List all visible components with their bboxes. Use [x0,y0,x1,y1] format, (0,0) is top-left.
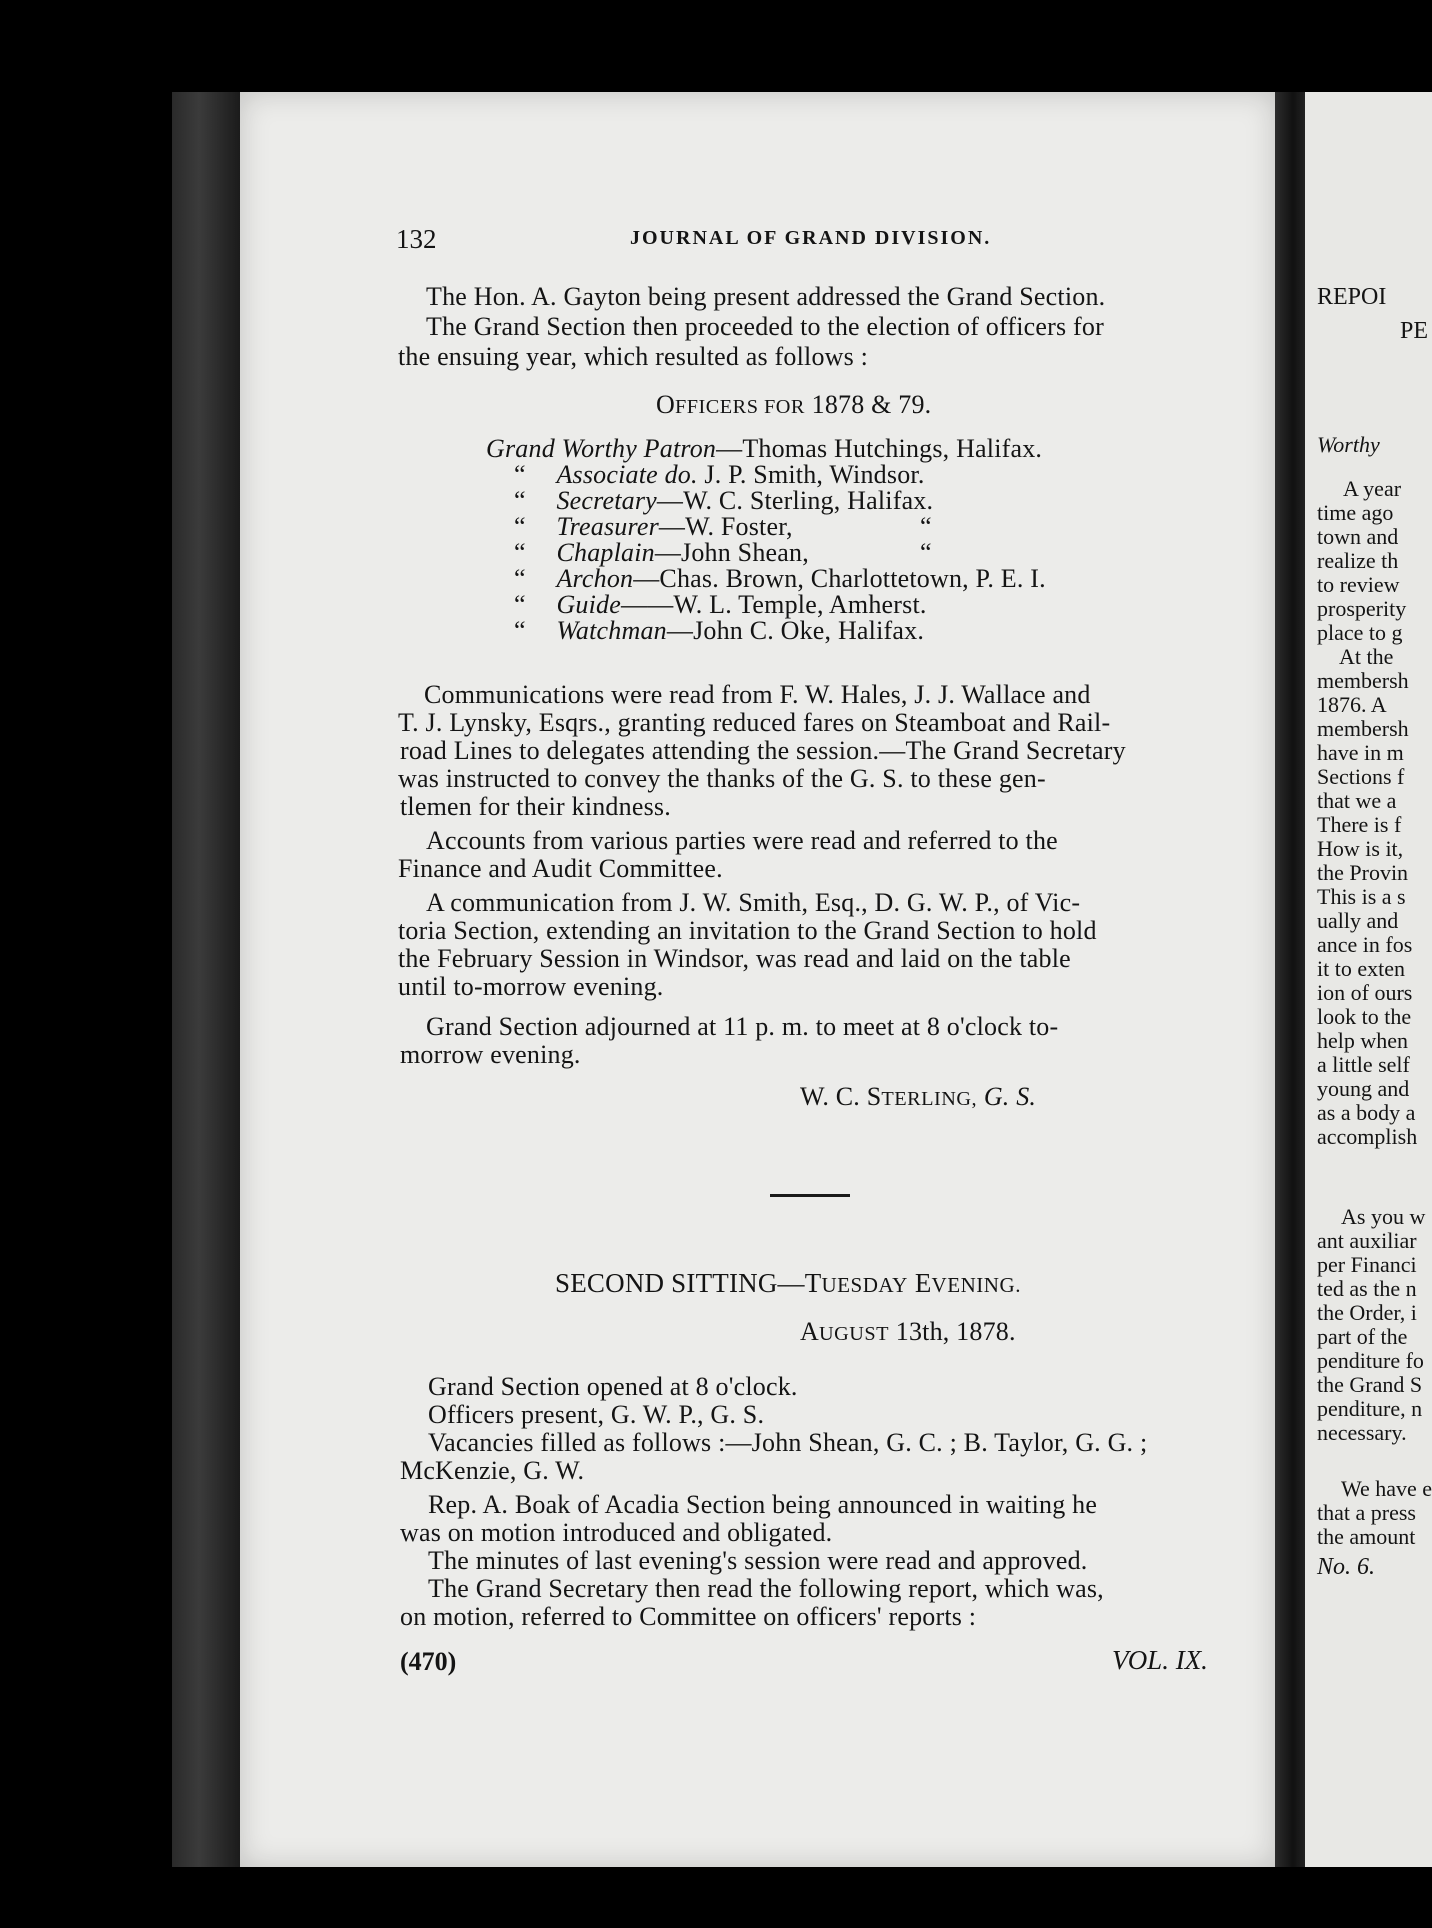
signature-name-initials: W. C. S [800,1082,882,1111]
officer-name: ——W. L. Temple, Amherst. [621,590,927,619]
next-page-line: time ago [1317,500,1394,525]
officer-name: —Chas. Brown, Charlottetown, P. E. I. [633,564,1046,593]
officer-prefix: “ [514,564,526,593]
next-page-line: to review [1317,572,1400,597]
officer-prefix: “ [514,512,526,541]
officer-name: —W. Foster, [658,512,793,541]
next-page-line: REPOI [1317,284,1387,310]
next-page-line: accomplish [1317,1124,1418,1149]
date-rest: UGUST [818,1323,890,1345]
next-page-line: 1876. A [1317,692,1387,717]
officers-heading-years: 1878 & 79. [804,390,932,419]
paragraph-communications-line: road Lines to delegates attending the session.—The Grand Secretary [400,736,1126,765]
officer-title: Archon [556,564,634,593]
paragraph-report-line: The Grand Secretary then read the following report, which was, [428,1574,1104,1603]
next-page-line: as a body a [1317,1100,1416,1125]
page-number: 132 [396,224,437,254]
paragraph-communications-line: Communications were read from F. W. Hales, J. J. Wallace and [424,680,1091,709]
next-page-line: membersh [1317,668,1409,693]
officer-prefix: “ [514,460,526,489]
next-page-line: necessary. [1317,1420,1407,1445]
ditto-mark: “ [920,512,932,541]
signature-name-rest: TERLING, [881,1088,978,1110]
officer-prefix: Grand Worthy [486,434,644,463]
paragraph-communications-line: tlemen for their kindness. [400,792,671,821]
officer-prefix: “ [514,590,526,619]
paragraph-election-line-2: the ensuing year, which resulted as follows : [398,342,869,371]
next-page-line: the Provin [1317,860,1409,885]
next-page-line: it to exten [1317,956,1405,981]
next-page-line: penditure fo [1317,1348,1424,1373]
paragraph-accounts-line: Finance and Audit Committee. [398,854,723,883]
journal-page [240,92,1275,1867]
officers-heading [656,390,931,420]
next-page-line: We have e [1341,1476,1432,1501]
paragraph-election-line-1: The Grand Section then proceeded to the election of officers for [426,312,1104,341]
date-day: 13th, 1878. [889,1317,1016,1346]
officers-heading-initial: O [656,390,675,419]
footer-signature-mark: (470) [400,1647,457,1676]
paragraph-minutes: The minutes of last evening's session were read and approved. [428,1546,1088,1575]
book-gutter [1275,92,1305,1867]
next-page-line: part of the [1317,1324,1408,1349]
paragraph-rep-boak-line: Rep. A. Boak of Acadia Section being announced in waiting he [428,1490,1098,1519]
section-divider [770,1194,850,1197]
paragraph-invitation-line: toria Section, extending an invitation to the Grand Section to hold [398,916,1097,945]
officer-title: Patron [643,434,717,463]
next-page-line: PE [1400,318,1429,344]
officers-heading-rest: FFICERS FOR [674,396,805,418]
next-page-line: per Financi [1317,1252,1417,1277]
book-binding-edge [172,92,240,1867]
next-page-line: the Order, i [1317,1300,1417,1325]
next-page-line: ant auxiliar [1317,1228,1417,1253]
next-page-line: ance in fos [1317,932,1413,957]
officer-title: Watchman [556,616,667,645]
next-page-line: ually and [1317,908,1399,933]
paragraph-communications-line: was instructed to convey the thanks of the G. S. to these gen- [398,764,1046,793]
heading-t-rest: UESDAY [821,1273,908,1297]
next-page-line: ted as the n [1317,1276,1417,1301]
officer-name: —John C. Oke, Halifax. [666,616,925,645]
officer-title: Secretary [556,486,657,515]
heading-e-rest: VENING. [931,1273,1021,1297]
next-page-line: young and [1317,1076,1410,1101]
next-page-line: No. 6. [1317,1554,1376,1580]
next-page-line: the Grand S [1317,1372,1423,1397]
paragraph-invitation-line: A communication from J. W. Smith, Esq., D. G. W. P., of Vic- [426,888,1081,917]
ditto-mark: “ [920,538,932,567]
paragraph-vacancies-cont: McKenzie, G. W. [400,1456,585,1485]
next-page-line: membersh [1317,716,1409,741]
paragraph-gayton: The Hon. A. Gayton being present addressed the Grand Section. [426,282,1106,311]
next-page-line: There is f [1317,812,1402,837]
second-sitting-main: SECOND SITTING— [555,1268,805,1298]
sitting-date [800,1317,1016,1347]
officer-prefix: “ [514,486,526,515]
officer-title: Chaplain [556,538,655,567]
next-page-line: penditure, n [1317,1396,1423,1421]
paragraph-invitation-line: until to-morrow evening. [398,972,664,1001]
officer-name: —Thomas Hutchings, Halifax. [716,434,1043,463]
footer-volume: VOL. IX. [1112,1645,1208,1675]
officer-name: J. P. Smith, Windsor. [697,460,925,489]
next-page-line: a little self [1317,1052,1410,1077]
next-page-line: look to the [1317,1004,1412,1029]
heading-t-initial: T [804,1268,822,1298]
adjacent-page-fragment [1305,92,1432,1867]
date-initial: A [800,1317,819,1346]
paragraph-invitation-line: the February Session in Windsor, was read and laid on the table [398,944,1071,973]
paragraph-accounts-line: Accounts from various parties were read and referred to the [426,826,1058,855]
next-page-line: A year [1343,476,1402,501]
next-page-line: realize th [1317,548,1399,573]
paragraph-opened: Grand Section opened at 8 o'clock. [428,1372,798,1401]
next-page-line: place to g [1317,620,1403,645]
next-page-line: that a press [1317,1500,1416,1525]
officer-prefix: “ [514,616,526,645]
next-page-line: ion of ours [1317,980,1413,1005]
next-page-line: the amount [1317,1524,1416,1549]
paragraph-officers-present: Officers present, G. W. P., G. S. [428,1400,765,1429]
next-page-line: prosperity [1317,596,1407,621]
paragraph-adjourned-line: morrow evening. [400,1040,581,1069]
paragraph-report-line: on motion, referred to Committee on officers' reports : [400,1602,977,1631]
next-page-line: Worthy [1317,432,1380,457]
next-page-line: Sections f [1317,764,1405,789]
officer-name: —John Shean, [654,538,809,567]
officer-title: Guide [556,590,621,619]
next-page-line: As you w [1341,1204,1426,1229]
paragraph-rep-boak-line: was on motion introduced and obligated. [400,1518,833,1547]
officer-title: Associate do. [556,460,698,489]
signature-role: G. S. [983,1082,1037,1111]
next-page-line: that we a [1317,788,1397,813]
officer-row [514,616,924,646]
running-title: JOURNAL OF GRAND DIVISION. [630,227,992,249]
next-page-line: How is it, [1317,836,1404,861]
officer-prefix: “ [514,538,526,567]
signature [800,1082,1036,1112]
heading-e-initial: E [907,1268,932,1298]
paragraph-vacancies: Vacancies filled as follows :—John Shean, G. C. ; B. Taylor, G. G. ; [428,1428,1148,1457]
second-sitting-heading [555,1268,1021,1299]
next-page-line: help when [1317,1028,1409,1053]
next-page-line: This is a s [1317,884,1406,909]
next-page-line: have in m [1317,740,1404,765]
paragraph-communications-line: T. J. Lynsky, Esqrs., granting reduced fares on Steamboat and Rail- [398,708,1111,737]
paragraph-adjourned-line: Grand Section adjourned at 11 p. m. to meet at 8 o'clock to- [426,1012,1059,1041]
next-page-line: At the [1339,644,1394,669]
next-page-line: town and [1317,524,1399,549]
officer-title: Treasurer [556,512,659,541]
officer-name: —W. C. Sterling, Halifax. [656,486,934,515]
